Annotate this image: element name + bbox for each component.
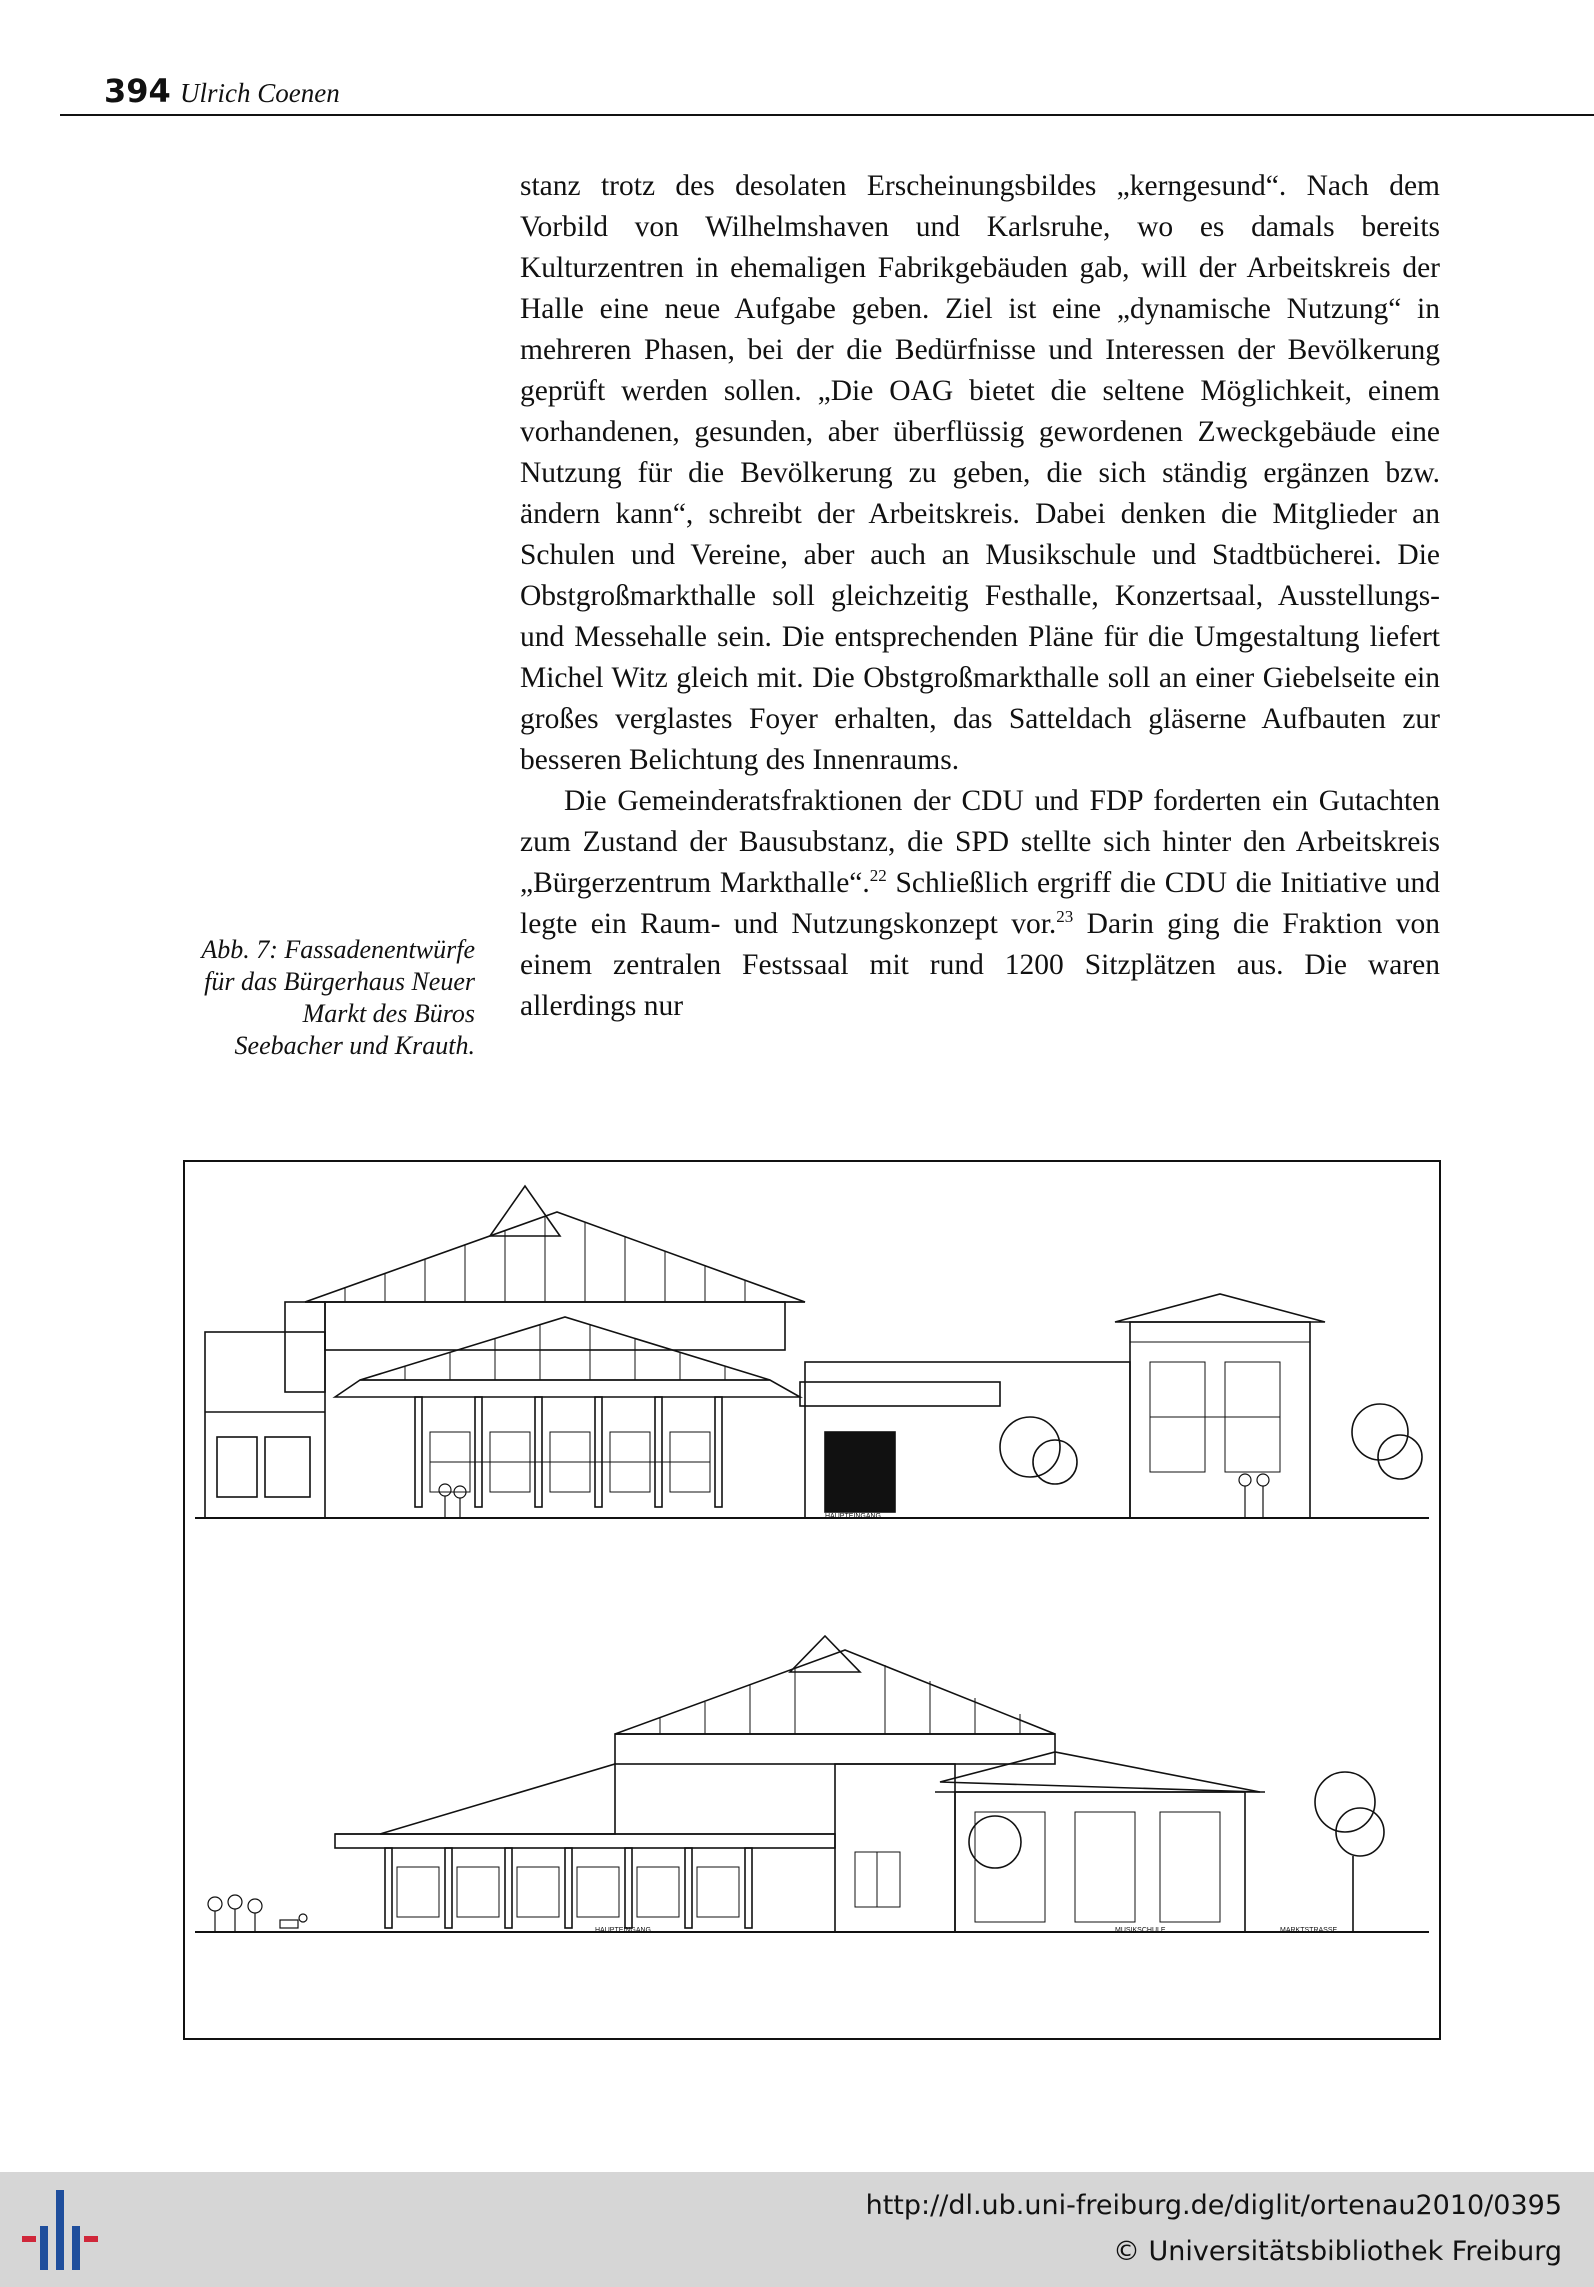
body-text-span: Die Gemeinderatsfraktionen der CDU und FDP forderten ein Gutachten zum Zustand der Bausubstanz, die SPD stellte sich hinter den Arbeitskreis „Bürgerzentrum Markthalle“.	[520, 785, 1440, 899]
body-text	[520, 166, 1440, 1027]
source-url-link[interactable]: http://dl.ub.uni-freiburg.de/diglit/ortenau2010/0395	[865, 2190, 1562, 2221]
facade-elevation-bottom	[195, 1636, 1429, 1934]
body-paragraph	[520, 781, 1440, 1027]
facade-drawing-svg	[185, 1162, 1439, 2038]
footnote-ref[interactable]: 22	[869, 866, 887, 886]
header-rule	[60, 114, 1594, 116]
facade-elevation-top	[195, 1186, 1429, 1520]
label-bottom-street: MARKTSTRASSE	[1280, 1927, 1338, 1934]
page-number: 394	[104, 72, 171, 110]
footnote-ref[interactable]: 23	[1056, 907, 1074, 927]
page-header	[60, 72, 1594, 120]
figure-facade-drawings	[183, 1160, 1441, 2040]
body-text-span: Darin ging die Fraktion von einem zentralen Festssaal mit rund 1200 Sitzplätzen aus. Die waren allerdings nur	[520, 908, 1440, 1022]
body-paragraph: stanz trotz des desolaten Erscheinungsbildes „kerngesund“. Nach dem Vorbild von Wilhelmshaven und Karlsruhe, wo es damals bereits Kulturzentren in ehemaligen Fabrikgebäuden gab, will der Arbeitskreis der Halle eine neue Aufgabe geben. Ziel ist eine „dynamische Nutzung“ in mehreren Phasen, bei der die Bedürfnisse und Interessen der Bevölkerung geprüft werden sollen. „Die OAG bietet die seltene Möglichkeit, einem vorhandenen, gesunden, aber überflüssig gewordenen Zweckgebäude eine Nutzung für die Bevölkerung zu geben, die sich ständig ergänzen bzw. ändern kann“, schreibt der Arbeitskreis. Dabei denken die Mitglieder an Schulen und Vereine, aber auch an Musikschule und Stadtbücherei. Die Obstgroßmarkthalle soll gleichzeitig Festhalle, Konzertsaal, Ausstellungs- und Messehalle sein. Die entsprechenden Pläne für die Umgestaltung liefert Michel Witz gleich mit. Die Obstgroßmarkthalle soll an einer Giebelseite ein großes verglastes Foyer erhalten, das Satteldach gläserne Aufbauten zur besseren Belichtung des Innenraums.	[520, 170, 1440, 776]
running-head-author: Ulrich Coenen	[180, 78, 340, 108]
label-bottom-entrance: HAUPTEINGANG	[595, 1927, 652, 1934]
ub-freiburg-logo-icon	[22, 2184, 102, 2276]
body-text-span: Schließlich ergriff die CDU die Initiative und legte ein Raum- und Nutzungskonzept vor.	[520, 867, 1440, 940]
label-top-entrance: HAUPTEINGANG	[825, 1513, 882, 1520]
footer-bar	[0, 2172, 1594, 2287]
figure-caption: Abb. 7: Fassadenentwürfe für das Bürgerhaus Neuer Markt des Büros Seebacher und Krauth.	[201, 935, 475, 1060]
label-bottom-music-school: MUSIKSCHULE	[1115, 1927, 1166, 1934]
copyright-notice: © Universitätsbibliothek Freiburg	[1112, 2236, 1562, 2267]
